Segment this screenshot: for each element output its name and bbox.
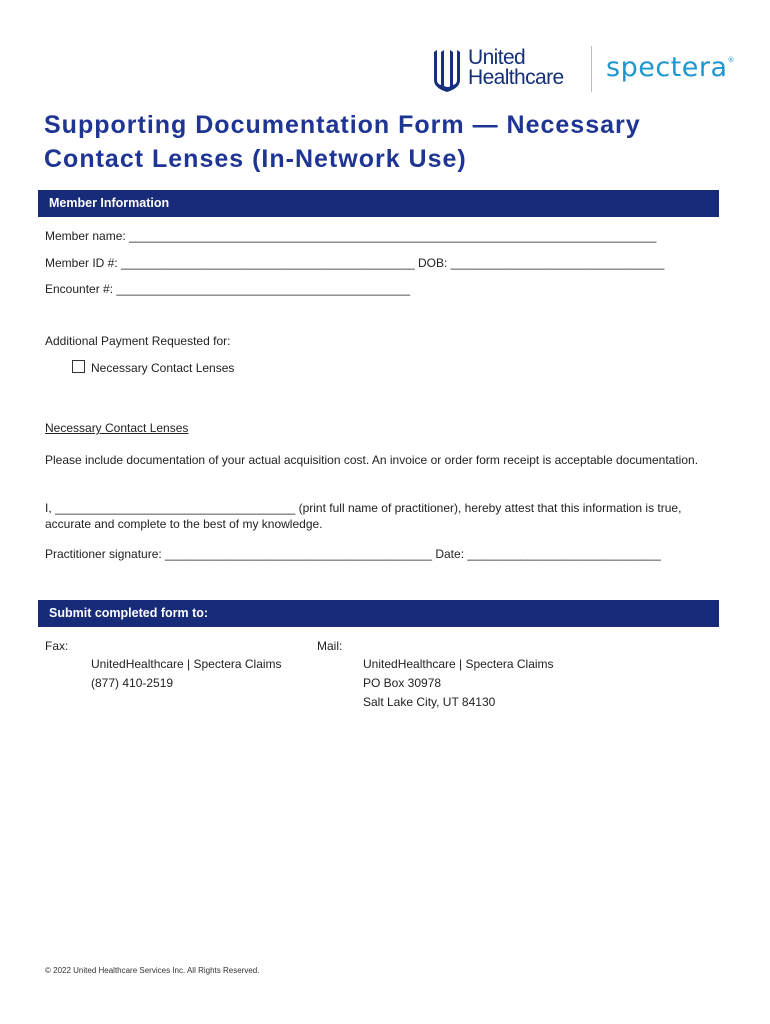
- submit-form-header: Submit completed form to:: [38, 600, 719, 627]
- spectera-logo: [606, 52, 735, 83]
- documentation-instructions: Please include documentation of your actual acquisition cost. An invoice or order form receipt is acceptable documentation.: [45, 453, 699, 467]
- mail-recipient-name: UnitedHealthcare | Spectera Claims: [363, 657, 554, 671]
- practitioner-attestation[interactable]: I, ____________________________________ (print full name of practitioner), hereby attest that this information is true, accurate and complete to the best of my knowledge.: [45, 501, 682, 531]
- encounter-field[interactable]: Encounter #: ____________________________________________: [45, 282, 411, 296]
- logo-divider: [591, 46, 592, 92]
- additional-payment-label: Additional Payment Requested for:: [45, 334, 231, 348]
- page-title: [44, 108, 744, 176]
- member-information-header: Member Information: [38, 190, 719, 217]
- fax-recipient-name: UnitedHealthcare | Spectera Claims: [91, 657, 282, 671]
- mail-po-box: PO Box 30978: [363, 676, 442, 690]
- mail-label: Mail:: [317, 639, 343, 653]
- member-name-field[interactable]: Member name: _______________________________________________________________________________: [45, 229, 657, 243]
- practitioner-signature-date-field[interactable]: Practitioner signature: ________________________________________ Date: _____________________________: [45, 547, 661, 561]
- uhc-logo-line1: United: [468, 46, 526, 69]
- uhc-shield-icon: [432, 46, 462, 92]
- uhc-logo-text: [468, 48, 564, 88]
- necessary-contact-lenses-checkbox[interactable]: [72, 360, 85, 373]
- necessary-contact-lenses-checkbox-label: Necessary Contact Lenses: [91, 361, 235, 375]
- page-title-line2: Contact Lenses (In-Network Use): [44, 145, 467, 173]
- spectera-logo-text: spectera: [606, 52, 728, 83]
- mail-city-state-zip: Salt Lake City, UT 84130: [363, 695, 496, 709]
- uhc-logo-line2: Healthcare: [468, 66, 564, 89]
- copyright-notice: © 2022 United Healthcare Services Inc. All Rights Reserved.: [45, 966, 260, 975]
- brand-logo: [432, 44, 736, 96]
- necessary-contact-lenses-heading: Necessary Contact Lenses: [45, 421, 189, 435]
- fax-label: Fax:: [45, 639, 69, 653]
- spectera-logo-mark: ®: [727, 56, 736, 64]
- fax-number: (877) 410-2519: [91, 676, 174, 690]
- member-id-dob-field[interactable]: Member ID #: ____________________________________________ DOB: ________________________________: [45, 256, 665, 270]
- page-title-line1: Supporting Documentation Form — Necessary: [44, 111, 641, 139]
